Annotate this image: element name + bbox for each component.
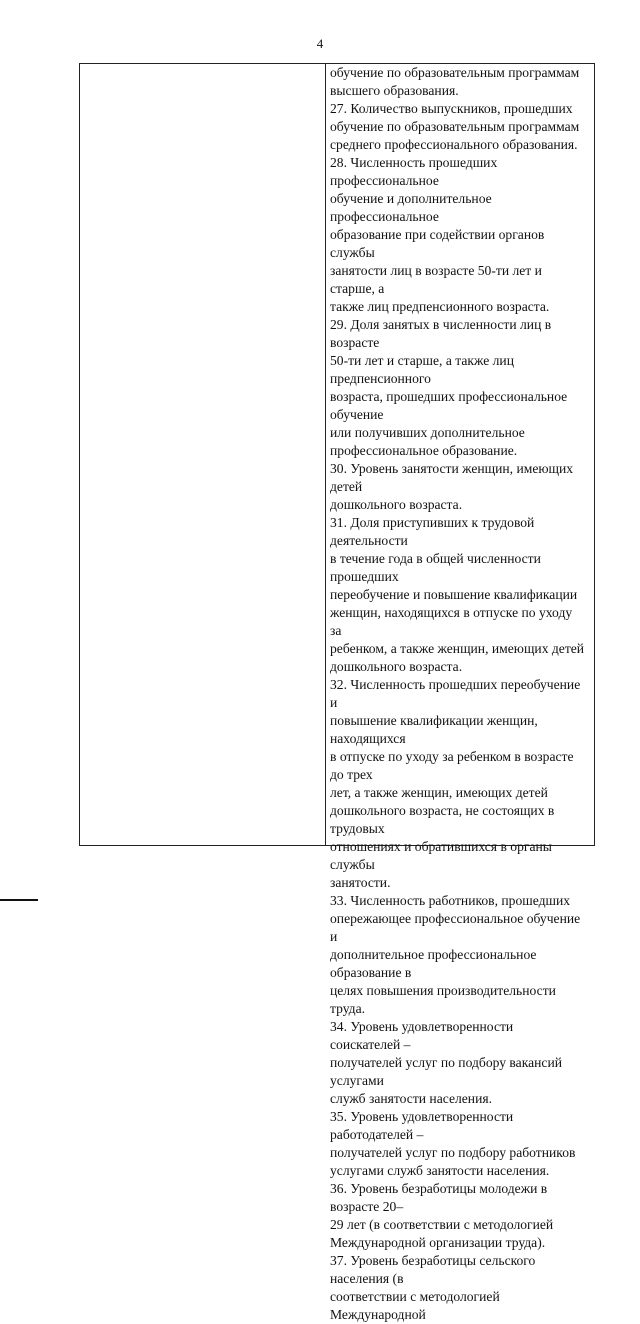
indicators-table xyxy=(79,63,595,1322)
indicator-line: дошкольного возраста. xyxy=(330,659,463,674)
indicator-line: обучение по образовательным программам xyxy=(330,119,580,134)
indicator-line: целях повышения производительности труда. xyxy=(330,983,556,1016)
indicator-line: получателей услуг по подбору вакансий услугами xyxy=(330,1055,562,1088)
indicator-line: переобучение и повышение квалификации xyxy=(330,587,578,602)
indicator-line: высшего образования. xyxy=(330,83,459,98)
indicator-line: ребенком, а также женщин, имеющих детей xyxy=(330,641,585,656)
indicator-item xyxy=(330,1108,586,1180)
indicator-line: 32. Численность прошедших переобучение и xyxy=(330,677,581,710)
indicator-line: 29 лет (в соответствии с методологией xyxy=(330,1217,554,1232)
indicator-line: отношениях и обратившихся в органы службы xyxy=(330,839,552,872)
indicator-line: опережающее профессиональное обучение и xyxy=(330,911,581,944)
indicator-line: 33. Численность работников, прошедших xyxy=(330,893,571,908)
indicator-line: или получивших дополнительное xyxy=(330,425,525,440)
page-edge-mark xyxy=(0,899,38,901)
indicator-line: служб занятости населения. xyxy=(330,1091,492,1106)
indicator-line: 28. Численность прошедших профессиональное xyxy=(330,155,498,188)
column-divider xyxy=(325,64,326,845)
indicator-line: услугами служб занятости населения. xyxy=(330,1163,550,1178)
indicator-line: также лиц предпенсионного возраста. xyxy=(330,299,550,314)
indicator-line: обучение по образовательным программам xyxy=(330,65,580,80)
indicator-line: дошкольного возраста. xyxy=(330,497,463,512)
indicator-line: 34. Уровень удовлетворенности соискателей – xyxy=(330,1019,514,1052)
indicator-list xyxy=(330,64,586,1324)
indicator-line: возраста, прошедших профессиональное обучение xyxy=(330,389,568,422)
indicator-item xyxy=(330,100,586,154)
indicator-line: дополнительное профессиональное образование в xyxy=(330,947,537,980)
indicator-item xyxy=(330,892,586,1018)
indicator-line: 31. Доля приступивших к трудовой деятельности xyxy=(330,515,535,548)
indicator-line: образование при содействии органов службы xyxy=(330,227,545,260)
indicator-line: 35. Уровень удовлетворенности работодателей – xyxy=(330,1109,514,1142)
indicator-line: 50-ти лет и старше, а также лиц предпенсионного xyxy=(330,353,514,386)
indicator-item xyxy=(330,1018,586,1108)
indicator-line: 37. Уровень безработицы сельского населения (в xyxy=(330,1253,536,1286)
indicator-line: в течение года в общей численности прошедших xyxy=(330,551,541,584)
indicator-line: занятости лиц в возрасте 50-ти лет и старше, а xyxy=(330,263,542,296)
indicator-line: 36. Уровень безработицы молодежи в возрасте 20– xyxy=(330,1181,548,1214)
indicator-item xyxy=(330,1180,586,1252)
indicator-line: занятости. xyxy=(330,875,391,890)
indicator-line: Международной организации труда). xyxy=(330,1235,546,1250)
indicator-line: обучение и дополнительное профессиональное xyxy=(330,191,492,224)
indicator-line: профессиональное образование. xyxy=(330,443,518,458)
indicator-item xyxy=(330,514,586,676)
page-number: 4 xyxy=(316,36,324,51)
indicator-line: соответствии с методологией Международной xyxy=(330,1289,500,1322)
indicator-item xyxy=(330,460,586,514)
indicator-line: повышение квалификации женщин, находящихся xyxy=(330,713,538,746)
indicator-line: дошкольного возраста, не состоящих в трудовых xyxy=(330,803,555,836)
indicator-line: 29. Доля занятых в численности лиц в возрасте xyxy=(330,317,552,350)
indicator-item xyxy=(330,676,586,892)
indicator-item xyxy=(330,316,586,460)
indicator-line: в отпуске по уходу за ребенком в возрасте до трех xyxy=(330,749,574,782)
table-left-cell xyxy=(80,64,325,845)
indicator-line: 30. Уровень занятости женщин, имеющих детей xyxy=(330,461,574,494)
indicator-line: женщин, находящихся в отпуске по уходу за xyxy=(330,605,573,638)
indicator-line: среднего профессионального образования. xyxy=(330,137,578,152)
indicator-item xyxy=(330,1252,586,1324)
indicator-item xyxy=(330,154,586,316)
indicator-line: получателей услуг по подбору работников xyxy=(330,1145,576,1160)
indicator-line: 27. Количество выпускников, прошедших xyxy=(330,101,573,116)
indicator-line: лет, а также женщин, имеющих детей xyxy=(330,785,548,800)
indicator-item xyxy=(330,64,586,100)
